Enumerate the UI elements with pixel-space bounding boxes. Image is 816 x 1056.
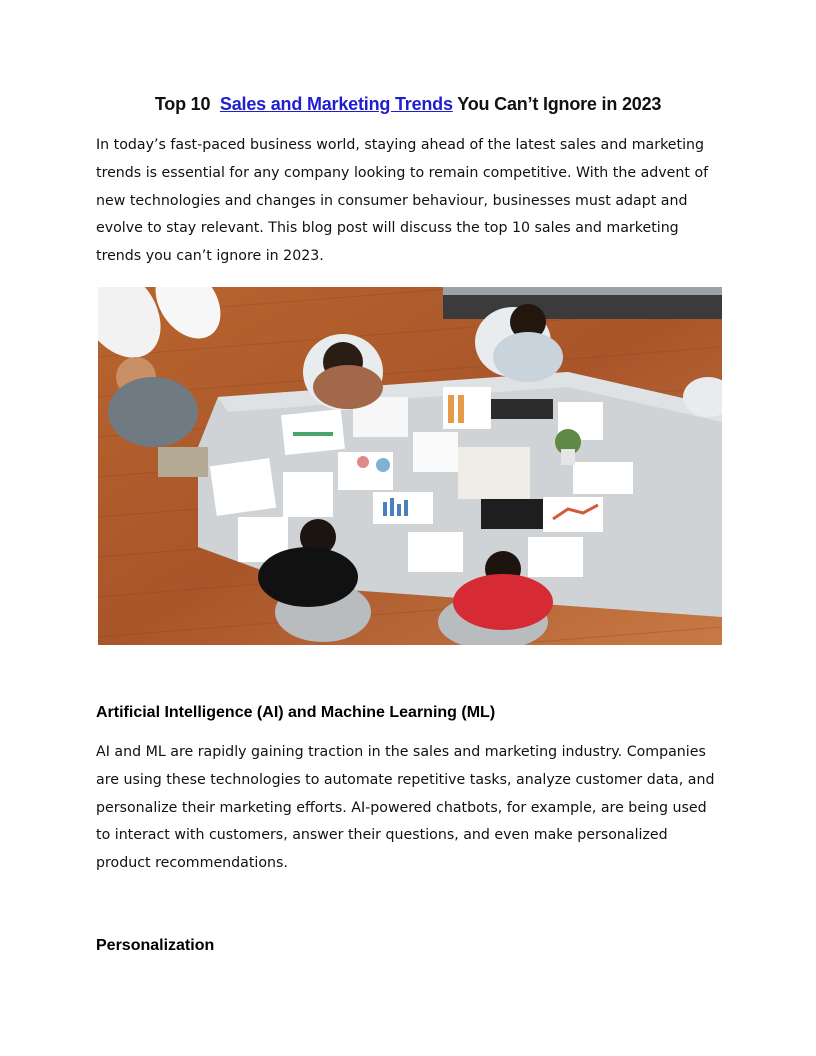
title-prefix: Top 10: [154, 94, 211, 114]
section-heading-personalization: Personalization: [96, 937, 215, 954]
section-heading-ai-ml: Artificial Intelligence (AI) and Machine Learning (ML): [96, 704, 496, 721]
intro-paragraph: In today’s fast-paced business world, staying ahead of the latest sales and marketing trends is essential for any company looking to remain competitive. With the advent of new technologies and changes in consumer behaviour, businesses must adapt and evolve to stay relevant. This blog post will discuss the top 10 sales and marketing trends you can’t ignore in 2023.: [96, 137, 709, 265]
title-suffix: You Can’t Ignore in 2023: [457, 94, 662, 114]
page-title: [96, 94, 720, 115]
title-link[interactable]: Sales and Marketing Trends: [219, 94, 453, 114]
team-meeting-photo: [98, 287, 722, 645]
section-body-ai-ml: AI and ML are rapidly gaining traction in the sales and marketing industry. Companies are using these technologies to automate repetitive tasks, analyze customer data, and personalize their marketing efforts. AI-powered chatbots, for example, are being used to interact with customers, answer their questions, and even make personalized product recommendations.: [96, 744, 715, 872]
